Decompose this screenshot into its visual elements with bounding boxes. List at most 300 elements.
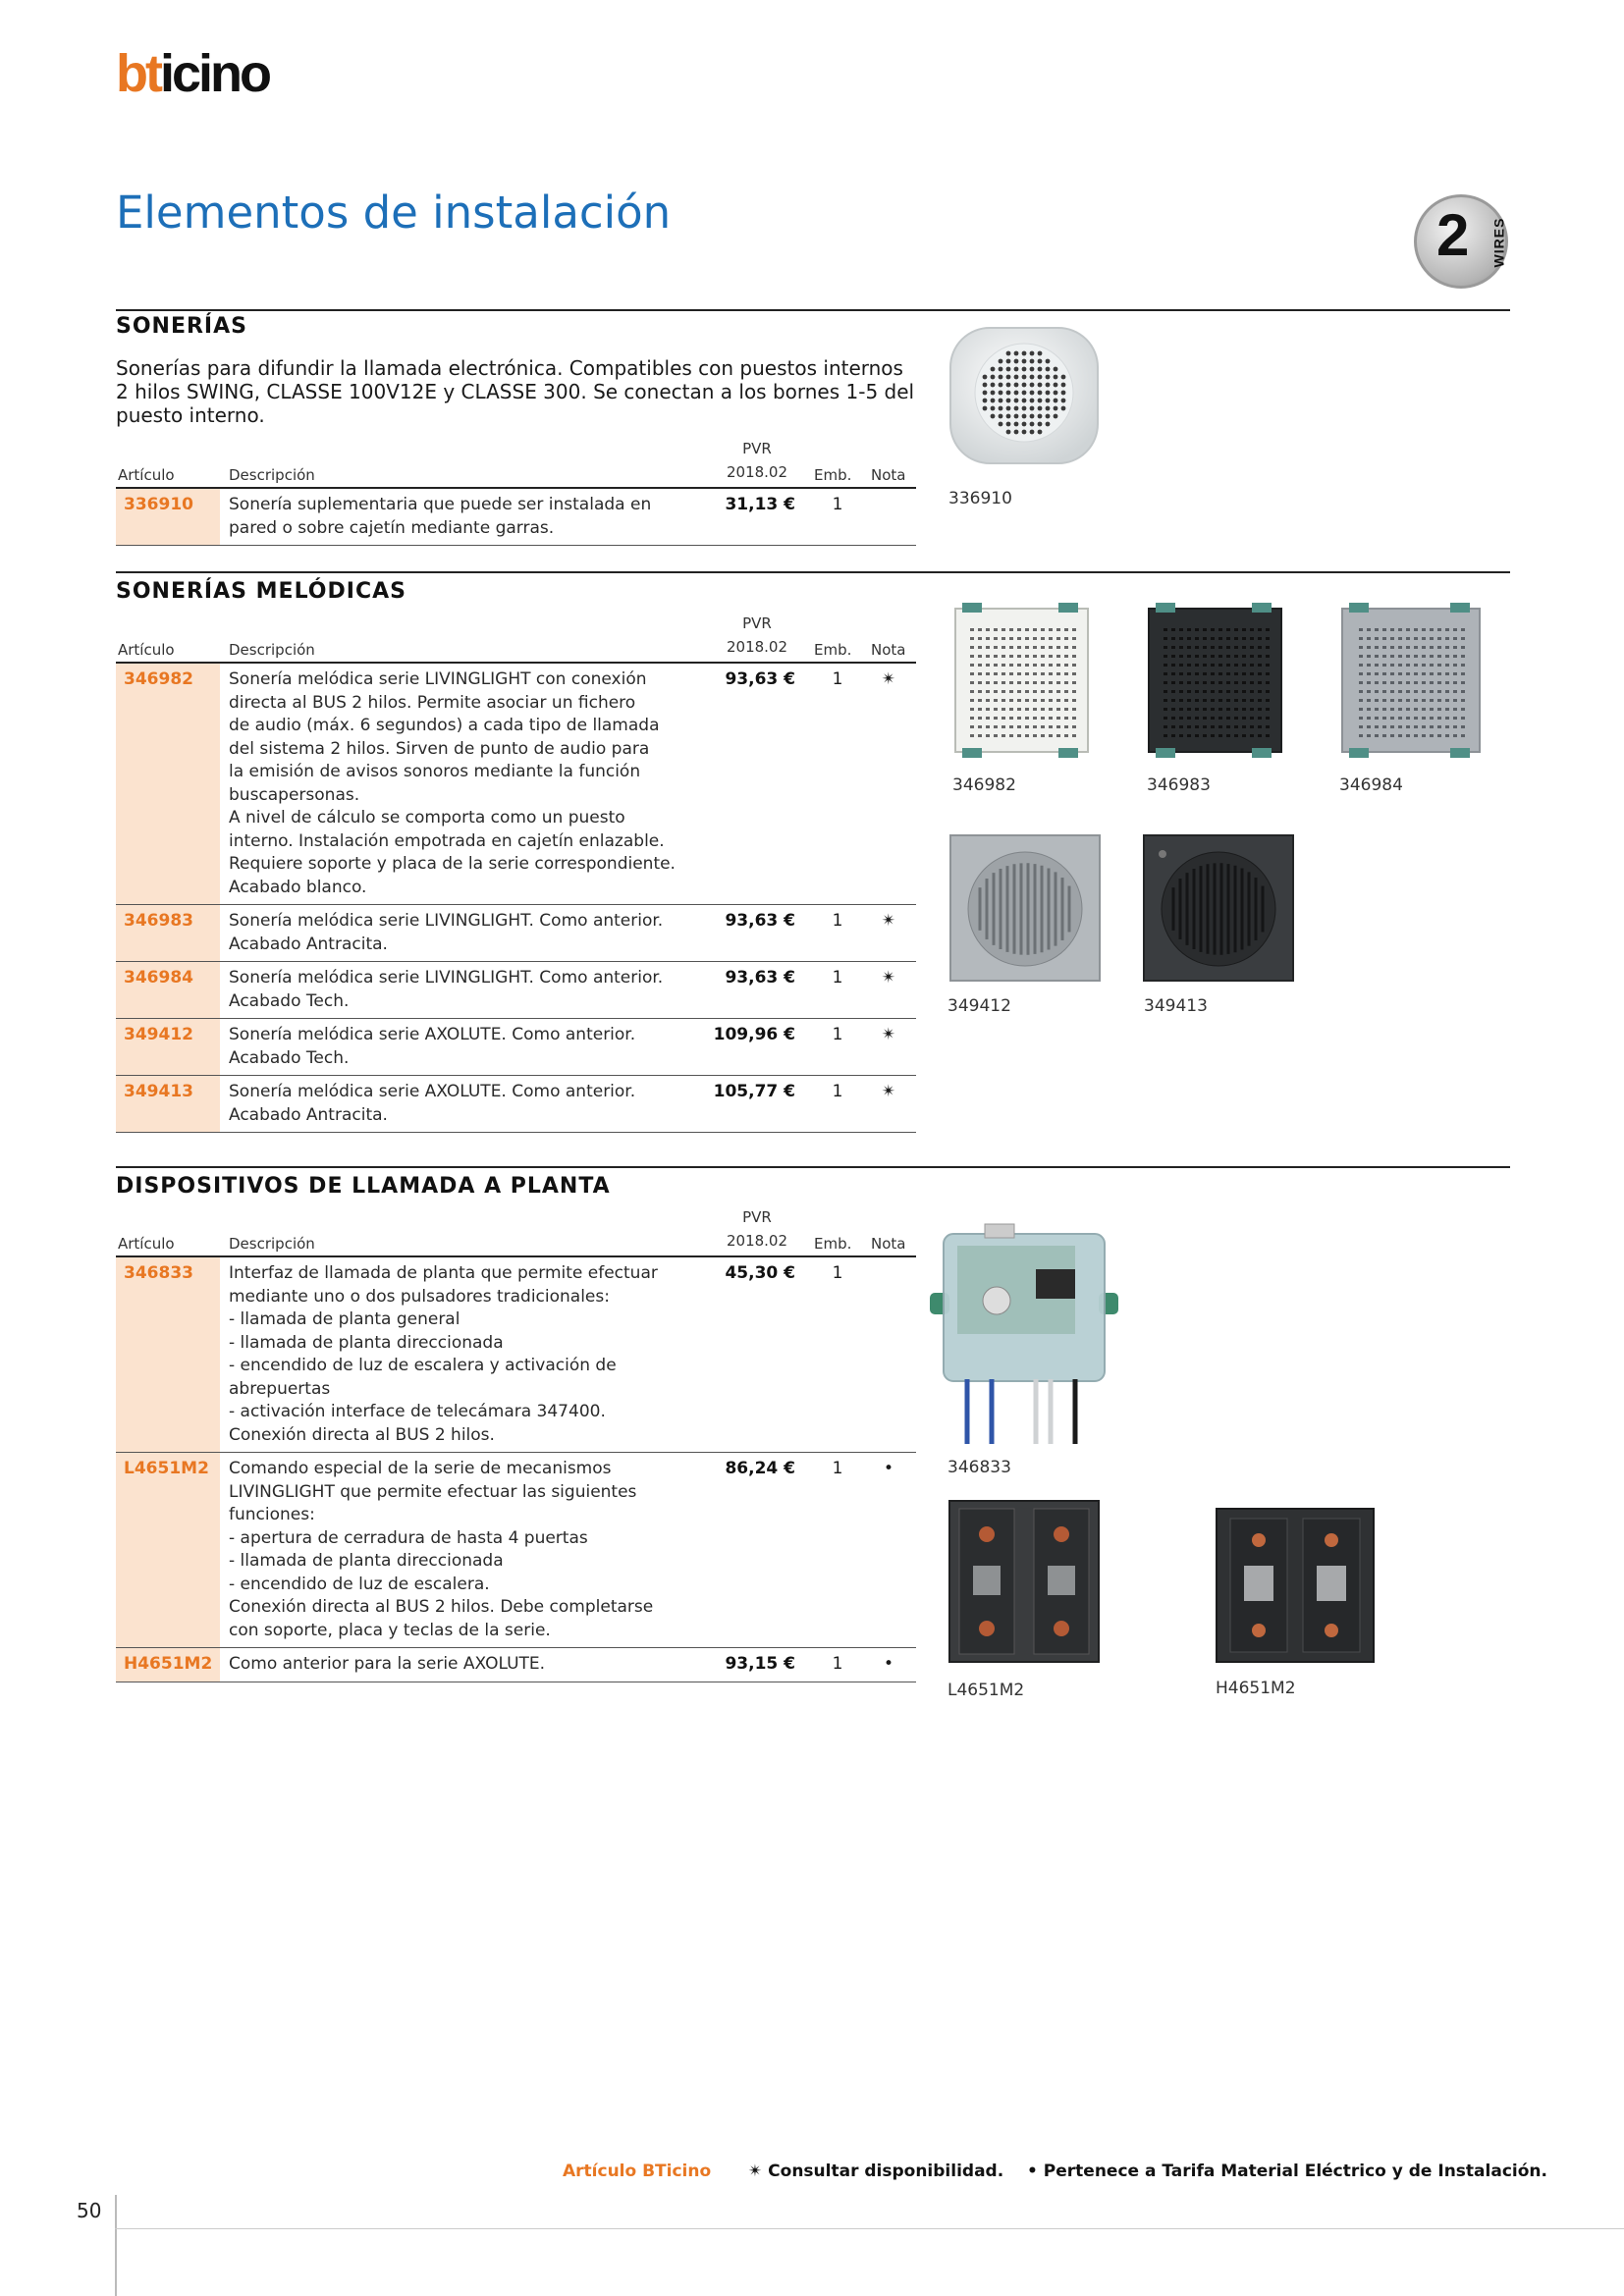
grill-hole bbox=[1390, 699, 1394, 702]
header-descripcion: Descripción bbox=[229, 466, 315, 484]
grill-hole bbox=[1375, 717, 1379, 720]
product-image-L4651M2 bbox=[946, 1497, 1103, 1666]
grill-hole bbox=[1390, 646, 1394, 649]
grill-hole bbox=[1382, 628, 1386, 631]
grill-hole bbox=[1187, 725, 1191, 728]
grill-hole bbox=[986, 628, 990, 631]
grill-hole bbox=[994, 725, 998, 728]
grill-hole bbox=[994, 672, 998, 675]
grill-hole bbox=[1195, 734, 1199, 737]
grill-hole bbox=[1242, 708, 1246, 711]
grill-hole bbox=[1072, 628, 1076, 631]
header-emb: Emb. bbox=[814, 1235, 852, 1253]
grill-hole bbox=[1258, 708, 1262, 711]
grill-hole bbox=[1064, 664, 1068, 667]
grill-hole bbox=[978, 628, 982, 631]
grill-hole bbox=[1422, 725, 1426, 728]
grill-hole bbox=[1017, 637, 1021, 640]
description-line: Acabado Antracita. bbox=[229, 1104, 388, 1125]
header-descripcion: Descripción bbox=[229, 1235, 315, 1253]
grill-hole bbox=[1001, 655, 1005, 658]
grill-hole bbox=[994, 664, 998, 667]
grill-hole bbox=[1056, 690, 1060, 693]
grill-hole bbox=[1064, 734, 1068, 737]
grill-hole bbox=[1179, 664, 1183, 667]
grill-hole bbox=[1437, 655, 1441, 658]
grill-hole bbox=[1041, 690, 1045, 693]
grill-hole bbox=[1030, 359, 1035, 364]
grill-hole bbox=[1056, 655, 1060, 658]
grill-hole bbox=[1006, 391, 1011, 396]
grill-hole bbox=[1414, 655, 1418, 658]
grill-hole bbox=[994, 699, 998, 702]
article-nota-icon: ✴ bbox=[881, 911, 896, 931]
product-label: 349413 bbox=[1144, 996, 1208, 1016]
grill-hole bbox=[1030, 430, 1035, 435]
grill-hole bbox=[1359, 699, 1363, 702]
grill-hole bbox=[1367, 734, 1371, 737]
grill-hole bbox=[1171, 681, 1175, 684]
grill-hole bbox=[1250, 672, 1254, 675]
grill-hole bbox=[978, 690, 982, 693]
grill-hole bbox=[1406, 690, 1410, 693]
grill-hole bbox=[1211, 646, 1215, 649]
table-dispositivos bbox=[116, 1201, 916, 1682]
grill-hole bbox=[1171, 690, 1175, 693]
grill-hole bbox=[1033, 646, 1037, 649]
grill-hole bbox=[1382, 664, 1386, 667]
grill-hole bbox=[1226, 664, 1230, 667]
grill-hole bbox=[1453, 699, 1457, 702]
grill-hole bbox=[1001, 717, 1005, 720]
grill-hole bbox=[1382, 708, 1386, 711]
grill-hole bbox=[970, 708, 974, 711]
grill-hole bbox=[1064, 681, 1068, 684]
grill-hole bbox=[1203, 655, 1207, 658]
grill-hole bbox=[1187, 717, 1191, 720]
grill-hole bbox=[1375, 672, 1379, 675]
grill-hole bbox=[1445, 699, 1449, 702]
grill-hole bbox=[1461, 708, 1465, 711]
grill-hole bbox=[1017, 628, 1021, 631]
description-line: - apertura de cerradura de hasta 4 puertas bbox=[229, 1527, 588, 1548]
article-emb: 1 bbox=[832, 669, 843, 689]
grill-hole bbox=[1017, 655, 1021, 658]
grill-hole bbox=[970, 717, 974, 720]
grill-hole bbox=[1025, 690, 1029, 693]
grill-hole bbox=[1437, 725, 1441, 728]
grill-hole bbox=[1030, 391, 1035, 396]
grill-hole bbox=[1033, 664, 1037, 667]
grill-hole bbox=[1203, 672, 1207, 675]
grill-hole bbox=[1030, 351, 1035, 356]
grill-hole bbox=[970, 672, 974, 675]
grill-hole bbox=[1390, 681, 1394, 684]
grill-hole bbox=[1414, 637, 1418, 640]
grill-hole bbox=[1022, 391, 1027, 396]
table-row bbox=[116, 1257, 916, 1453]
grill-hole bbox=[1064, 690, 1068, 693]
description-line: - llamada de planta general bbox=[229, 1309, 460, 1329]
grill-hole bbox=[1014, 414, 1019, 419]
grill-hole bbox=[1017, 664, 1021, 667]
article-code: 346983 bbox=[116, 905, 220, 961]
grill-hole bbox=[1195, 717, 1199, 720]
grill-hole bbox=[1064, 708, 1068, 711]
grill-hole bbox=[1171, 725, 1175, 728]
grill-hole bbox=[1030, 414, 1035, 419]
grill-hole bbox=[1164, 664, 1167, 667]
grill-hole bbox=[1017, 681, 1021, 684]
grill-hole bbox=[1359, 672, 1363, 675]
grill-hole bbox=[1203, 664, 1207, 667]
grill-hole bbox=[983, 383, 988, 388]
grill-hole bbox=[1266, 637, 1270, 640]
grill-hole bbox=[999, 406, 1003, 411]
grill-hole bbox=[1017, 717, 1021, 720]
grill-hole bbox=[1437, 681, 1441, 684]
product-image-349412 bbox=[947, 832, 1105, 985]
grill-hole bbox=[1041, 664, 1045, 667]
grill-hole bbox=[1359, 725, 1363, 728]
grill-hole bbox=[994, 734, 998, 737]
grill-hole bbox=[986, 690, 990, 693]
grill-hole bbox=[1422, 717, 1426, 720]
grill-hole bbox=[1006, 375, 1011, 380]
grill-hole bbox=[1382, 734, 1386, 737]
description-line: - activación interface de telecámara 347400. bbox=[229, 1402, 606, 1421]
product-label: L4651M2 bbox=[947, 1681, 1025, 1700]
grill-hole bbox=[1359, 664, 1363, 667]
grill-hole bbox=[1359, 734, 1363, 737]
grill-hole bbox=[1258, 664, 1262, 667]
grill-hole bbox=[1250, 681, 1254, 684]
grill-hole bbox=[1211, 664, 1215, 667]
grill-hole bbox=[1025, 664, 1029, 667]
description-line: Sonería melódica serie LIVINGLIGHT. Como anterior. bbox=[229, 968, 664, 988]
grill-hole bbox=[1430, 664, 1434, 667]
grill-hole bbox=[1049, 734, 1053, 737]
grill-hole bbox=[1445, 628, 1449, 631]
grill-hole bbox=[1234, 717, 1238, 720]
grill-hole bbox=[1211, 717, 1215, 720]
article-description bbox=[220, 489, 711, 545]
grill-hole bbox=[1382, 646, 1386, 649]
grill-hole bbox=[978, 664, 982, 667]
grill-hole bbox=[1367, 690, 1371, 693]
grill-hole bbox=[1187, 699, 1191, 702]
grill-hole bbox=[1017, 672, 1021, 675]
grill-hole bbox=[1382, 655, 1386, 658]
grill-hole bbox=[1234, 672, 1238, 675]
grill-hole bbox=[1033, 672, 1037, 675]
grill-hole bbox=[1218, 672, 1222, 675]
grill-hole bbox=[1258, 734, 1262, 737]
grill-hole bbox=[1406, 664, 1410, 667]
grill-hole bbox=[986, 708, 990, 711]
grill-hole bbox=[1164, 725, 1167, 728]
grill-hole bbox=[1171, 734, 1175, 737]
grill-hole bbox=[1406, 646, 1410, 649]
grill-hole bbox=[1258, 628, 1262, 631]
article-nota-icon: ✴ bbox=[881, 968, 896, 988]
grill-hole bbox=[1437, 646, 1441, 649]
grill-hole bbox=[1171, 655, 1175, 658]
grill-hole bbox=[1049, 717, 1053, 720]
grill-hole bbox=[1025, 646, 1029, 649]
grill-hole bbox=[1234, 725, 1238, 728]
grill-hole bbox=[1054, 367, 1058, 372]
header-articulo: Artículo bbox=[118, 641, 175, 659]
grill-hole bbox=[1038, 406, 1043, 411]
grill-hole bbox=[1006, 359, 1011, 364]
grill-hole bbox=[1211, 690, 1215, 693]
grill-hole bbox=[1009, 734, 1013, 737]
table-row bbox=[116, 1019, 916, 1076]
grill-hole bbox=[978, 734, 982, 737]
grill-hole bbox=[1009, 646, 1013, 649]
grill-hole bbox=[1367, 672, 1371, 675]
grill-hole bbox=[1195, 699, 1199, 702]
grill-hole bbox=[1453, 672, 1457, 675]
grill-hole bbox=[1009, 725, 1013, 728]
grill-hole bbox=[1242, 734, 1246, 737]
grill-hole bbox=[1056, 628, 1060, 631]
grill-hole bbox=[1430, 681, 1434, 684]
grill-hole bbox=[1017, 725, 1021, 728]
grill-hole bbox=[991, 414, 996, 419]
grill-hole bbox=[1382, 681, 1386, 684]
grill-hole bbox=[1430, 628, 1434, 631]
grill-hole bbox=[1038, 414, 1043, 419]
grill-hole bbox=[1187, 708, 1191, 711]
grill-hole bbox=[1025, 717, 1029, 720]
grill-hole bbox=[1437, 690, 1441, 693]
grill-hole bbox=[1030, 375, 1035, 380]
header-descripcion: Descripción bbox=[229, 641, 315, 659]
grill-hole bbox=[1014, 399, 1019, 403]
grill-hole bbox=[1382, 725, 1386, 728]
grill-hole bbox=[1226, 717, 1230, 720]
grill-hole bbox=[1437, 672, 1441, 675]
grill-hole bbox=[1025, 699, 1029, 702]
grill-hole bbox=[1453, 646, 1457, 649]
grill-hole bbox=[1171, 646, 1175, 649]
grill-hole bbox=[1218, 637, 1222, 640]
grill-hole bbox=[1038, 351, 1043, 356]
grill-hole bbox=[1033, 725, 1037, 728]
table-header bbox=[116, 607, 916, 664]
grill-hole bbox=[994, 628, 998, 631]
grill-hole bbox=[1359, 681, 1363, 684]
grill-hole bbox=[1022, 406, 1027, 411]
grill-hole bbox=[1211, 628, 1215, 631]
grill-hole bbox=[1453, 708, 1457, 711]
grill-hole bbox=[1164, 734, 1167, 737]
product-label: 346833 bbox=[947, 1458, 1011, 1477]
grill-hole bbox=[1398, 717, 1402, 720]
grill-hole bbox=[1009, 628, 1013, 631]
grill-hole bbox=[986, 655, 990, 658]
product-image-349413 bbox=[1141, 832, 1298, 985]
grill-hole bbox=[1171, 699, 1175, 702]
grill-hole bbox=[1046, 359, 1051, 364]
grill-hole bbox=[1054, 414, 1058, 419]
grill-hole bbox=[1398, 681, 1402, 684]
grill-hole bbox=[1375, 708, 1379, 711]
grill-hole bbox=[1017, 646, 1021, 649]
grill-hole bbox=[1041, 646, 1045, 649]
grill-hole bbox=[1022, 414, 1027, 419]
grill-hole bbox=[1226, 708, 1230, 711]
grill-hole bbox=[1033, 690, 1037, 693]
grill-hole bbox=[1242, 699, 1246, 702]
grill-hole bbox=[1187, 672, 1191, 675]
grill-hole bbox=[1461, 637, 1465, 640]
grill-hole bbox=[1049, 690, 1053, 693]
grill-hole bbox=[1009, 690, 1013, 693]
grill-hole bbox=[1203, 725, 1207, 728]
table-header bbox=[116, 1201, 916, 1257]
grill-hole bbox=[986, 637, 990, 640]
grill-hole bbox=[991, 391, 996, 396]
grill-hole bbox=[1041, 725, 1045, 728]
grill-hole bbox=[1056, 637, 1060, 640]
grill-hole bbox=[1046, 367, 1051, 372]
grill-hole bbox=[999, 367, 1003, 372]
grill-hole bbox=[1218, 725, 1222, 728]
description-line: Interfaz de llamada de planta que permite efectuar bbox=[229, 1263, 658, 1283]
grill-hole bbox=[978, 681, 982, 684]
header-emb: Emb. bbox=[814, 466, 852, 484]
grill-hole bbox=[1445, 725, 1449, 728]
grill-hole bbox=[1187, 646, 1191, 649]
grill-hole bbox=[970, 699, 974, 702]
grill-hole bbox=[1250, 708, 1254, 711]
grill-hole bbox=[970, 690, 974, 693]
grill-hole bbox=[1064, 646, 1068, 649]
grill-hole bbox=[1049, 708, 1053, 711]
product-image-H4651M2 bbox=[1213, 1505, 1380, 1667]
grill-hole bbox=[1250, 717, 1254, 720]
product-image-346982 bbox=[950, 601, 1093, 758]
grill-hole bbox=[1422, 672, 1426, 675]
grill-hole bbox=[1025, 637, 1029, 640]
grill-hole bbox=[1226, 690, 1230, 693]
grill-hole bbox=[986, 717, 990, 720]
grill-hole bbox=[1422, 690, 1426, 693]
legend-pertenece: • Pertenece a Tarifa Material Eléctrico y de Instalación. bbox=[1027, 2162, 1547, 2181]
grill-hole bbox=[1064, 699, 1068, 702]
grill-hole bbox=[1414, 681, 1418, 684]
grill-hole bbox=[1258, 646, 1262, 649]
grill-hole bbox=[1437, 628, 1441, 631]
grill-hole bbox=[1072, 708, 1076, 711]
grill-hole bbox=[1367, 655, 1371, 658]
article-emb: 1 bbox=[832, 1263, 843, 1283]
legend-consultar: ✴ Consultar disponibilidad. bbox=[748, 2162, 1004, 2181]
grill-hole bbox=[1195, 655, 1199, 658]
description-line: - llamada de planta direccionada bbox=[229, 1551, 504, 1571]
grill-hole bbox=[1164, 699, 1167, 702]
grill-hole bbox=[1022, 367, 1027, 372]
grill-hole bbox=[1195, 664, 1199, 667]
grill-hole bbox=[1445, 646, 1449, 649]
grill-hole bbox=[1242, 690, 1246, 693]
grill-hole bbox=[1390, 672, 1394, 675]
grill-hole bbox=[1382, 637, 1386, 640]
grill-hole bbox=[1250, 690, 1254, 693]
description-line: Acabado Tech. bbox=[229, 1047, 350, 1068]
grill-hole bbox=[1234, 655, 1238, 658]
two-wires-badge-icon bbox=[1414, 194, 1508, 289]
article-description bbox=[220, 1076, 711, 1132]
grill-hole bbox=[994, 708, 998, 711]
article-nota-icon bbox=[860, 489, 909, 545]
grill-hole bbox=[991, 367, 996, 372]
grill-hole bbox=[1054, 383, 1058, 388]
description-line: LIVINGLIGHT que permite efectuar las siguientes bbox=[229, 1481, 637, 1502]
grill-hole bbox=[1179, 681, 1183, 684]
grill-hole bbox=[1179, 655, 1183, 658]
grill-hole bbox=[1203, 717, 1207, 720]
grill-hole bbox=[1195, 681, 1199, 684]
grill-hole bbox=[1375, 637, 1379, 640]
grill-hole bbox=[1359, 708, 1363, 711]
grill-hole bbox=[1398, 655, 1402, 658]
grill-hole bbox=[1179, 628, 1183, 631]
grill-hole bbox=[1430, 699, 1434, 702]
grill-hole bbox=[1211, 681, 1215, 684]
grill-hole bbox=[1250, 637, 1254, 640]
footer-divider bbox=[115, 2195, 117, 2296]
grill-hole bbox=[1164, 637, 1167, 640]
description-line: abrepuertas bbox=[229, 1378, 331, 1399]
grill-hole bbox=[1445, 672, 1449, 675]
grill-hole bbox=[1422, 646, 1426, 649]
grill-hole bbox=[1406, 672, 1410, 675]
grill-hole bbox=[1006, 351, 1011, 356]
grill-hole bbox=[1390, 655, 1394, 658]
grill-hole bbox=[1258, 690, 1262, 693]
grill-hole bbox=[1033, 637, 1037, 640]
product-image-346833 bbox=[928, 1222, 1124, 1448]
description-line: Acabado Antracita. bbox=[229, 934, 388, 954]
grill-hole bbox=[1437, 637, 1441, 640]
grill-hole bbox=[1014, 367, 1019, 372]
grill-hole bbox=[1250, 734, 1254, 737]
description-line: - llamada de planta direccionada bbox=[229, 1332, 504, 1353]
grill-hole bbox=[1009, 681, 1013, 684]
article-emb: 1 bbox=[832, 1459, 843, 1478]
description-line: la emisión de avisos sonoros mediante la función bbox=[229, 762, 641, 781]
grill-hole bbox=[1001, 708, 1005, 711]
grill-hole bbox=[1006, 430, 1011, 435]
grill-hole bbox=[1022, 422, 1027, 427]
grill-hole bbox=[1430, 690, 1434, 693]
grill-hole bbox=[1001, 664, 1005, 667]
grill-hole bbox=[1258, 699, 1262, 702]
badge-number: 2 bbox=[1436, 202, 1470, 268]
product-image-346984 bbox=[1337, 601, 1485, 758]
grill-hole bbox=[999, 359, 1003, 364]
grill-hole bbox=[986, 725, 990, 728]
grill-hole bbox=[1022, 375, 1027, 380]
product-image-346983 bbox=[1144, 601, 1286, 758]
grill-hole bbox=[1056, 672, 1060, 675]
article-code: 346984 bbox=[116, 962, 220, 1018]
grill-hole bbox=[1242, 628, 1246, 631]
